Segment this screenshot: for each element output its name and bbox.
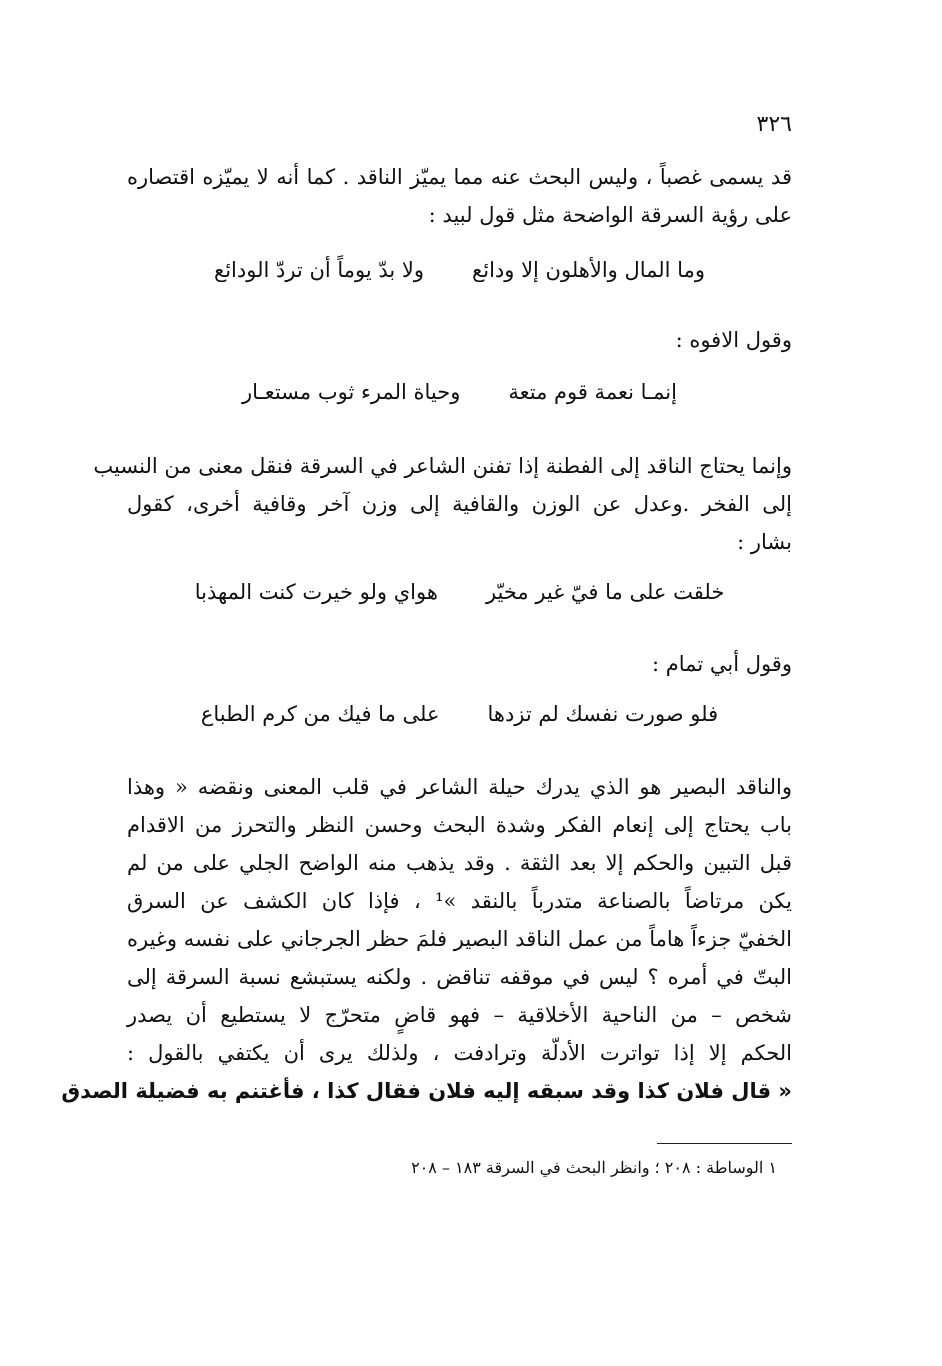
verse-second-hemistich: هواي ولو خيرت كنت المهذبا	[194, 580, 438, 604]
verse-second-hemistich: ولا بدّ يوماً أن تردّ الودائع	[214, 258, 425, 282]
text-line: وإنما يحتاج الناقد إلى الفطنة إذا تفنن الشاعر في السرقة فنقل معنى من النسيب	[93, 454, 792, 478]
verse-intro-abu-tammam: وقول أبي تمام :	[652, 652, 792, 676]
verse-bashar	[127, 580, 792, 604]
verse-afwah	[127, 380, 792, 404]
footnote-divider	[657, 1143, 792, 1144]
text-line: إلى الفخر .وعدل عن الوزن والقافية إلى وزن آخر وقافية أخرى، كقول	[127, 492, 792, 516]
text-line: على رؤية السرقة الواضحة مثل قول لبيد :	[428, 203, 792, 227]
text-line: الحكم إلا إذا تواترت الأدلّة وترادفت ، ولذلك يرى أن يكتفي بالقول :	[127, 1041, 792, 1065]
verse-second-hemistich: وحياة المرء ثوب مستعـار	[242, 380, 461, 404]
verse-first-hemistich: فلو صورت نفسك لم تزدها	[487, 702, 719, 726]
page-number: ٣٢٦	[756, 112, 792, 137]
paragraph-intro	[127, 158, 792, 234]
verse-first-hemistich: وما المال والأهلون إلا ودائع	[472, 258, 705, 282]
paragraph-critic	[61, 768, 792, 1110]
verse-labid	[127, 258, 792, 282]
text-line: باب يحتاج إلى إنعام الفكر وشدة البحث وحسن النظر والتحرز من الاقدام	[127, 813, 792, 837]
text-line: يكن مرتاضاً بالصناعة متدرباً بالنقد »¹ ، فإذا كان الكشف عن السرق	[127, 889, 792, 913]
bold-quote-line: « قال فلان كذا وقد سبقه إليه فلان فقال كذا ، فأغتنم به فضيلة الصدق	[61, 1079, 792, 1103]
text-line: البتّ في أمره ؟ ليس في موقفه تناقض . ولكنه يستبشع نسبة السرقة إلى	[127, 965, 792, 989]
verse-abu-tammam	[127, 702, 792, 726]
text-line: الخفيّ جزءاً هاماً من عمل الناقد البصير فلمَ حظر الجرجاني على نفسه وغيره	[127, 927, 792, 951]
text-line: شخص – من الناحية الأخلاقية – فهو قاضٍ متحرّج لا يستطيع أن يصدر	[127, 1003, 792, 1027]
text-line: قبل التبين والحكم إلا بعد الثقة . وقد يذهب منه الواضح الجلي على من لم	[127, 851, 792, 875]
verse-second-hemistich: على ما فيك من كرم الطباع	[200, 702, 440, 726]
text-line: قد يسمى غصباً ، وليس البحث عنه مما يميّز الناقد . كما أنه لا يميّزه اقتصاره	[127, 165, 792, 189]
verse-first-hemistich: إنمـا نعمة قوم متعة	[508, 380, 677, 404]
paragraph-subtlety	[93, 447, 792, 561]
verse-first-hemistich: خلقت على ما فيّ غير مخيّر	[485, 580, 725, 604]
text-line: والناقد البصير هو الذي يدرك حيلة الشاعر في قلب المعنى ونقضه « وهذا	[127, 775, 792, 799]
verse-intro-afwah: وقول الافوه :	[675, 328, 792, 352]
footnote: ١ الوساطة : ٢٠٨ ؛ وانظر البحث في السرقة ١٨٣ – ٢٠٨	[411, 1158, 777, 1177]
text-line: بشار :	[737, 530, 792, 554]
